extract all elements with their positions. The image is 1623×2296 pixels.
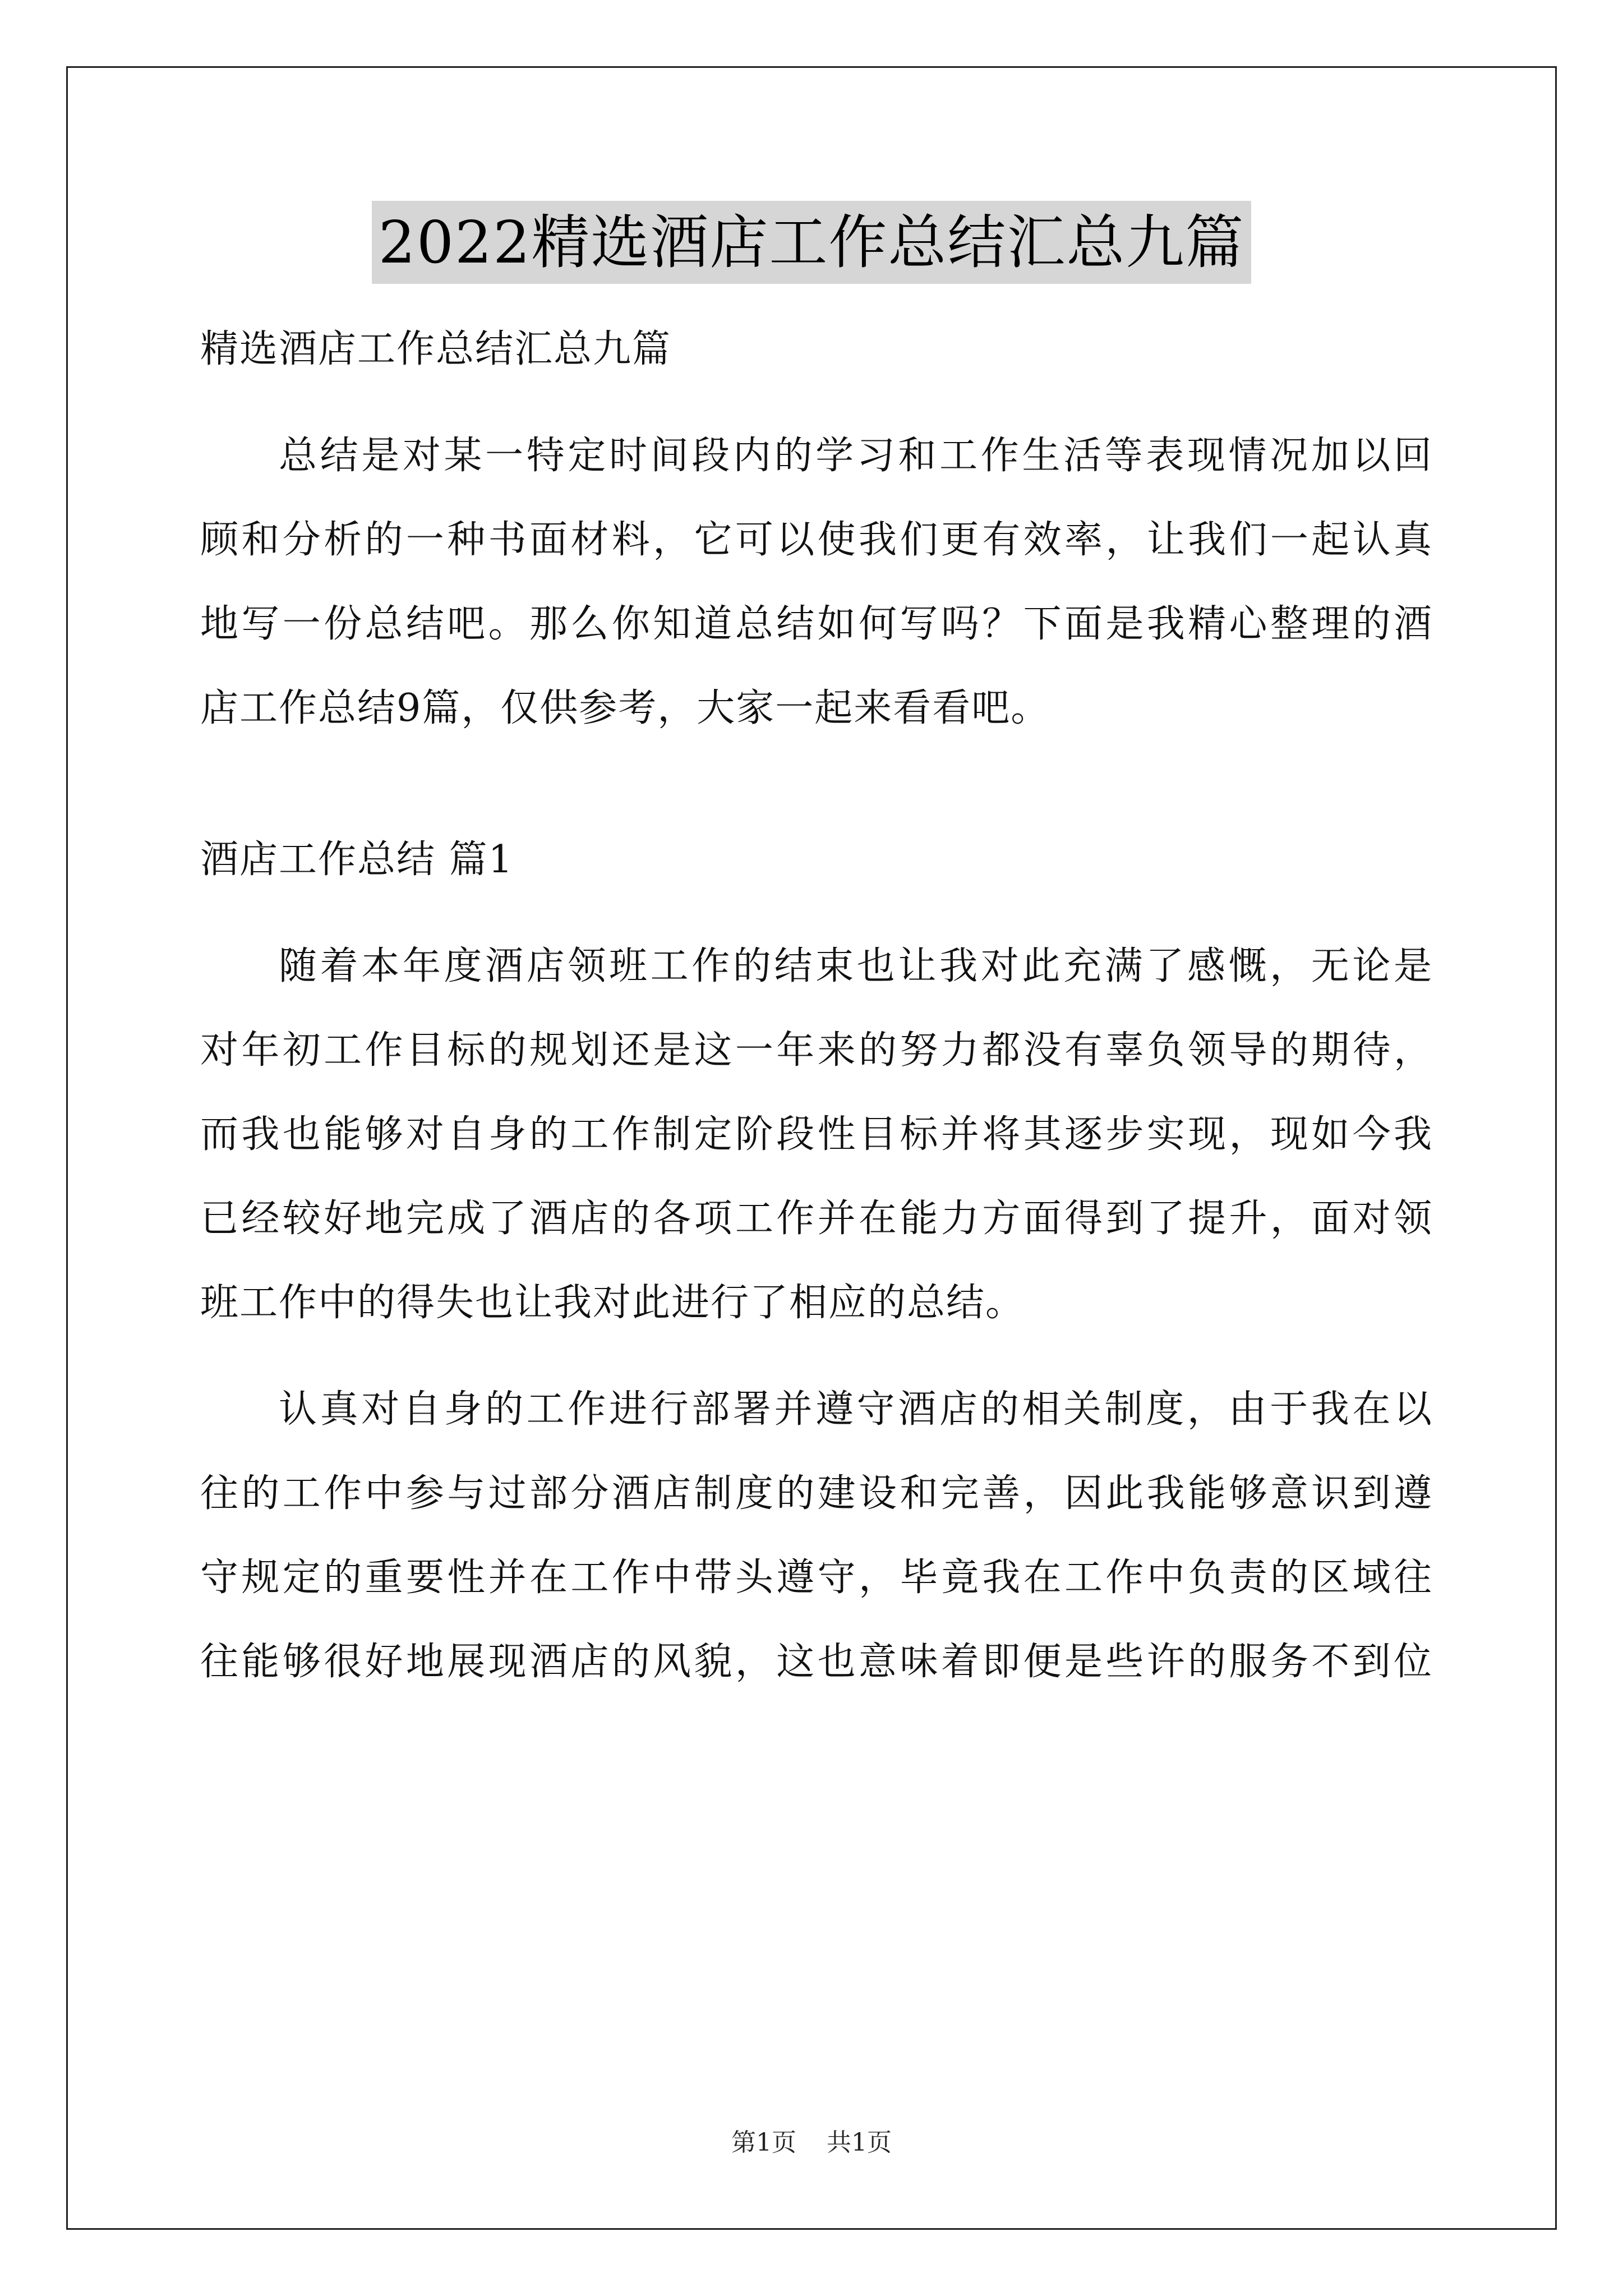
document-title: 2022精选酒店工作总结汇总九篇 [372, 201, 1252, 284]
section-heading: 酒店工作总结 篇1 [200, 838, 514, 882]
paragraph-line: 班工作中的得失也让我对此进行了相应的总结。 [200, 1281, 1025, 1325]
intro-line: 店工作总结9篇，仅供参考，大家一起来看看吧。 [200, 686, 1050, 730]
intro-line: 顾和分析的一种书面材料，它可以使我们更有效率，让我们一起认真 [200, 518, 1433, 562]
paragraph-line: 已经较好地完成了酒店的各项工作并在能力方面得到了提升，面对领 [200, 1197, 1433, 1241]
intro-line: 地写一份总结吧。那么你知道总结如何写吗？下面是我精心整理的酒 [200, 602, 1433, 646]
paragraph-line: 随着本年度酒店领班工作的结束也让我对此充满了感慨，无论是 [279, 944, 1433, 988]
document-body [200, 307, 1433, 1704]
paragraph-line: 往的工作中参与过部分酒店制度的建设和完善，因此我能够意识到遵 [200, 1471, 1433, 1516]
spacer [200, 1345, 1433, 1368]
paragraph-line: 守规定的重要性并在工作中带头遵守，毕竟我在工作中负责的区域往 [200, 1556, 1433, 1600]
page-footer [0, 2126, 1623, 2160]
paragraph-line: 而我也能够对自身的工作制定阶段性目标并将其逐步实现，现如今我 [200, 1112, 1433, 1157]
paragraph-line: 认真对自身的工作进行部署并遵守酒店的相关制度，由于我在以 [279, 1387, 1433, 1432]
page-number-current: 第1页 [731, 2128, 796, 2157]
intro-line: 总结是对某一特定时间段内的学习和工作生活等表现情况加以回 [279, 434, 1433, 478]
document-subtitle: 精选酒店工作总结汇总九篇 [200, 327, 672, 371]
spacer [200, 392, 1433, 414]
spacer [200, 795, 1433, 818]
spacer [200, 773, 1433, 795]
page-number-total: 共1页 [827, 2128, 892, 2157]
spacer [200, 902, 1433, 924]
paragraph-line: 对年初工作目标的规划还是这一年来的努力都没有辜负领导的期待， [200, 1028, 1433, 1073]
spacer [200, 751, 1433, 773]
paragraph-line: 往能够很好地展现酒店的风貌，这也意味着即便是些许的服务不到位 [200, 1640, 1433, 1684]
title-container [0, 201, 1623, 284]
